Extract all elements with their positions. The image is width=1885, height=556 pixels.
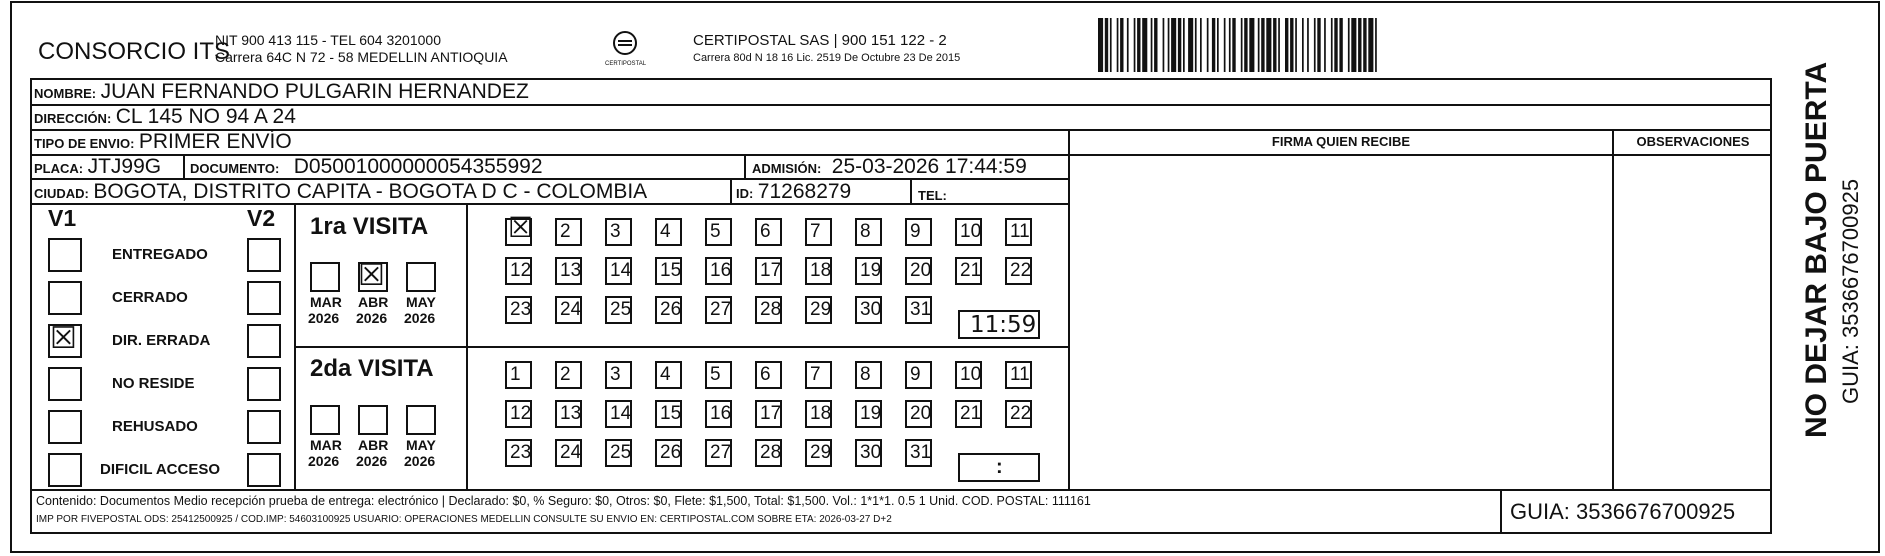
barcode-bar bbox=[1217, 18, 1219, 72]
barcode-bar bbox=[1307, 18, 1309, 72]
day-box[interactable]: 30 bbox=[855, 296, 882, 324]
certipostal-logo bbox=[605, 30, 645, 68]
day-box[interactable]: 12 bbox=[505, 257, 532, 285]
barcode-bar bbox=[1290, 18, 1293, 72]
tipo-label: TIPO DE ENVIO: bbox=[34, 136, 135, 151]
barcode-bar bbox=[1266, 18, 1271, 72]
day-box[interactable]: 28 bbox=[755, 296, 782, 324]
barcode-bar bbox=[1224, 18, 1226, 72]
v1-checkbox[interactable] bbox=[48, 453, 82, 487]
firma-header: FIRMA QUIEN RECIBE bbox=[1271, 134, 1411, 149]
v2-checkbox[interactable] bbox=[247, 453, 281, 487]
status-label: DIFICIL ACCESO bbox=[100, 461, 221, 478]
tipo-value: PRIMER ENVÍO bbox=[138, 130, 292, 153]
month-checkbox[interactable] bbox=[358, 405, 388, 435]
day-box[interactable]: 14 bbox=[605, 257, 632, 285]
day-box[interactable]: 29 bbox=[805, 296, 832, 324]
day-box[interactable]: 4 bbox=[655, 361, 682, 389]
barcode-bar bbox=[1295, 18, 1297, 72]
nombre-label: NOMBRE: bbox=[34, 86, 97, 101]
barcode-bar bbox=[1229, 18, 1231, 72]
tipo-field bbox=[34, 130, 292, 154]
status-label: CERRADO bbox=[112, 289, 188, 306]
visit2-time: : bbox=[996, 456, 1003, 478]
barcode-bar bbox=[1339, 18, 1342, 72]
barcode-bar bbox=[1278, 18, 1280, 72]
barcode-bar bbox=[1200, 18, 1202, 72]
id-value: 71268279 bbox=[757, 180, 852, 203]
barcode-bar bbox=[1285, 18, 1288, 72]
ciudad-value: BOGOTA, DISTRITO CAPITA - BOGOTA D C - COLOMBIA bbox=[93, 180, 648, 203]
month-checkbox[interactable] bbox=[406, 262, 436, 292]
day-box[interactable]: 20 bbox=[905, 257, 932, 285]
status-label: DIR. ERRADA bbox=[112, 332, 211, 349]
v2-checkbox[interactable] bbox=[247, 410, 281, 444]
barcode-bar bbox=[1314, 18, 1316, 72]
day-box[interactable]: 8 bbox=[855, 361, 882, 389]
id-divider bbox=[730, 178, 732, 203]
day-box[interactable]: 15 bbox=[655, 257, 682, 285]
company-line2: Carrera 64C N 72 - 58 MEDELLIN ANTIOQUIA bbox=[215, 49, 508, 65]
nombre-value: JUAN FERNANDO PULGARIN HERNANDEZ bbox=[100, 80, 529, 103]
check-mark-icon: ☒ bbox=[358, 259, 385, 292]
footer-guia: GUIA: 3536676700925 bbox=[1510, 499, 1736, 524]
day-box[interactable]: 4 bbox=[655, 218, 682, 246]
barcode-bar bbox=[1134, 18, 1136, 72]
day-box[interactable]: 5 bbox=[705, 218, 732, 246]
day-box[interactable]: 22 bbox=[1005, 257, 1032, 285]
day-box[interactable]: 31 bbox=[905, 439, 932, 467]
logo-icon bbox=[605, 30, 645, 56]
placa-label: PLACA: bbox=[34, 161, 84, 176]
admision-divider bbox=[744, 154, 746, 179]
barcode-bar bbox=[1120, 18, 1123, 72]
day-box[interactable]: 1 bbox=[505, 361, 532, 389]
id-label: ID: bbox=[736, 186, 754, 201]
day-box[interactable]: 27 bbox=[705, 296, 732, 324]
barcode bbox=[1098, 18, 1610, 72]
month-checkbox[interactable] bbox=[310, 405, 340, 435]
logo-caption: CERTIPOSTAL bbox=[605, 61, 647, 67]
day-box[interactable]: 21 bbox=[955, 257, 982, 285]
day-box[interactable]: 24 bbox=[555, 439, 582, 467]
obs-column-left bbox=[1612, 129, 1614, 489]
day-box[interactable]: 24 bbox=[555, 296, 582, 324]
ciudad-field bbox=[34, 180, 647, 204]
outer-border-left bbox=[10, 1, 12, 553]
firma-column-left bbox=[1068, 129, 1070, 489]
day-box[interactable]: 13 bbox=[555, 400, 582, 428]
barcode-bar bbox=[1163, 18, 1165, 72]
barcode-bar bbox=[1241, 18, 1243, 72]
barcode-bar bbox=[1375, 18, 1377, 72]
check-mark-icon: ☒ bbox=[508, 212, 534, 243]
id-field bbox=[736, 180, 851, 204]
barcode-bar bbox=[1168, 18, 1170, 72]
barcode-bar bbox=[1302, 18, 1304, 72]
day-box[interactable]: 9 bbox=[905, 361, 932, 389]
outer-border-top bbox=[10, 1, 1880, 3]
v1-checkbox[interactable] bbox=[48, 281, 82, 315]
day-box[interactable]: 7 bbox=[805, 218, 832, 246]
tel-label: TEL: bbox=[918, 188, 947, 203]
day-box[interactable]: 19 bbox=[855, 400, 882, 428]
day-box[interactable]: 18 bbox=[805, 400, 832, 428]
status-label: ENTREGADO bbox=[112, 246, 208, 263]
footer-divider bbox=[30, 489, 1772, 491]
day-box[interactable]: 17 bbox=[755, 400, 782, 428]
visit2-time-box[interactable] bbox=[958, 453, 1040, 482]
barcode-bar bbox=[1137, 18, 1140, 72]
barcode-bar bbox=[1178, 18, 1181, 72]
v2-checkbox[interactable] bbox=[247, 238, 281, 272]
direccion-field bbox=[34, 105, 296, 129]
day-box[interactable]: 12 bbox=[505, 400, 532, 428]
side-warning: NO DEJAR BAJO PUERTA bbox=[1800, 61, 1833, 438]
barcode-bar bbox=[1110, 18, 1112, 72]
month-label: ABR bbox=[358, 294, 389, 310]
documento-label: DOCUMENTO: bbox=[190, 161, 280, 176]
nombre-field bbox=[34, 80, 529, 104]
barcode-bar bbox=[1195, 18, 1197, 72]
visit1-time-box[interactable] bbox=[958, 310, 1040, 339]
admision-label: ADMISIÓN: bbox=[752, 161, 822, 176]
barcode-bar bbox=[1363, 18, 1366, 72]
year-label: 2026 bbox=[308, 453, 340, 469]
day-box[interactable]: 17 bbox=[755, 257, 782, 285]
month-label: MAR bbox=[310, 294, 342, 310]
status-label: REHUSADO bbox=[112, 418, 198, 435]
visit1-time: 11:59 bbox=[970, 312, 1037, 338]
day-box[interactable]: 26 bbox=[655, 296, 682, 324]
documento-value: D05001000000054355992 bbox=[293, 155, 543, 178]
barcode-bar bbox=[1368, 18, 1373, 72]
v1-checkbox[interactable] bbox=[48, 410, 82, 444]
v2-checkbox[interactable] bbox=[247, 281, 281, 315]
barcode-bar bbox=[1151, 18, 1153, 72]
day-box[interactable]: 23 bbox=[505, 296, 532, 324]
day-box[interactable]: 2 bbox=[555, 361, 582, 389]
barcode-bar bbox=[1317, 18, 1320, 72]
barcode-bar bbox=[1207, 18, 1209, 72]
day-box[interactable]: 18 bbox=[805, 257, 832, 285]
v1-checkbox[interactable] bbox=[48, 238, 82, 272]
check-mark-icon: ☒ bbox=[50, 322, 77, 355]
visit2-title: 2da VISITA bbox=[310, 355, 434, 382]
day-box[interactable]: 11 bbox=[1005, 218, 1032, 246]
footer-guia-divider bbox=[1500, 489, 1502, 534]
carrier-line1: CERTIPOSTAL SAS | 900 151 122 - 2 bbox=[693, 32, 947, 49]
day-box[interactable]: 28 bbox=[755, 439, 782, 467]
barcode-bar bbox=[1358, 18, 1361, 72]
barcode-bar bbox=[1188, 18, 1193, 72]
direccion-label: DIRECCIÓN: bbox=[34, 111, 112, 126]
day-box[interactable]: 26 bbox=[655, 439, 682, 467]
year-label: 2026 bbox=[308, 310, 340, 326]
barcode-bar bbox=[1261, 18, 1264, 72]
v2-header: V2 bbox=[247, 205, 276, 231]
day-box[interactable]: 23 bbox=[505, 439, 532, 467]
placa-divider bbox=[183, 154, 185, 179]
barcode-bar bbox=[1249, 18, 1254, 72]
day-box[interactable]: 8 bbox=[855, 218, 882, 246]
month-label: MAY bbox=[406, 294, 436, 310]
documento-field bbox=[190, 155, 543, 179]
row-line-3b bbox=[1070, 154, 1772, 156]
side-guia: GUIA: 3536676700925 bbox=[1838, 178, 1863, 404]
v1-checkbox[interactable] bbox=[48, 367, 82, 401]
day-box[interactable]: 15 bbox=[655, 400, 682, 428]
day-box[interactable]: 25 bbox=[605, 439, 632, 467]
year-label: 2026 bbox=[404, 453, 436, 469]
day-box[interactable]: 30 bbox=[855, 439, 882, 467]
ciudad-label: CIUDAD: bbox=[34, 186, 89, 201]
barcode-bar bbox=[1183, 18, 1185, 72]
day-box[interactable]: 5 bbox=[705, 361, 732, 389]
day-box[interactable]: 2 bbox=[555, 218, 582, 246]
day-box[interactable]: 16 bbox=[705, 400, 732, 428]
barcode-bar bbox=[1351, 18, 1356, 72]
v1-checkbox[interactable] bbox=[48, 324, 82, 358]
barcode-bar bbox=[1105, 18, 1108, 72]
barcode-bar bbox=[1171, 18, 1176, 72]
barcode-bar bbox=[1324, 18, 1326, 72]
day-box[interactable]: 13 bbox=[555, 257, 582, 285]
barcode-bar bbox=[1334, 18, 1337, 72]
month-label: MAR bbox=[310, 437, 342, 453]
day-box[interactable]: 11 bbox=[1005, 361, 1032, 389]
day-box[interactable]: 10 bbox=[955, 218, 982, 246]
company-line1: NIT 900 413 115 - TEL 604 3201000 bbox=[215, 32, 441, 48]
admision-value: 25-03-2026 17:44:59 bbox=[831, 155, 1027, 178]
barcode-bar bbox=[1348, 18, 1350, 72]
year-label: 2026 bbox=[356, 310, 388, 326]
barcode-bar bbox=[1244, 18, 1247, 72]
day-box[interactable]: 25 bbox=[605, 296, 632, 324]
day-box[interactable]: 29 bbox=[805, 439, 832, 467]
outer-border-right bbox=[1878, 1, 1880, 553]
year-label: 2026 bbox=[356, 453, 388, 469]
v2-checkbox[interactable] bbox=[247, 324, 281, 358]
day-box[interactable]: 6 bbox=[755, 361, 782, 389]
barcode-bar bbox=[1117, 18, 1119, 72]
barcode-bar bbox=[1098, 18, 1103, 72]
barcode-bar bbox=[1232, 18, 1235, 72]
year-label: 2026 bbox=[404, 310, 436, 326]
barcode-bar bbox=[1154, 18, 1157, 72]
day-box[interactable]: 7 bbox=[805, 361, 832, 389]
barcode-bar bbox=[1331, 18, 1333, 72]
day-box[interactable]: 16 bbox=[705, 257, 732, 285]
day-box[interactable]: 14 bbox=[605, 400, 632, 428]
day-box[interactable]: 20 bbox=[905, 400, 932, 428]
admision-field bbox=[752, 155, 1027, 179]
day-box[interactable]: 27 bbox=[705, 439, 732, 467]
barcode-bar bbox=[1273, 18, 1276, 72]
day-box[interactable]: 6 bbox=[755, 218, 782, 246]
month-checkbox[interactable] bbox=[310, 262, 340, 292]
footer-line1: Contenido: Documentos Medio recepción prueba de entrega: electrónico | Declarado: $0, % Seguro: $0, Otros: $0, Flete: $1,500, Total: $1,500. Vol.: 1*1*1. 0.5 1 Unid. COD. POSTAL: 111161 bbox=[36, 494, 1091, 508]
visit-divider bbox=[294, 346, 1070, 348]
observaciones-header: OBSERVACIONES bbox=[1636, 134, 1750, 149]
v1-header: V1 bbox=[48, 205, 77, 231]
month-checkbox[interactable] bbox=[358, 259, 388, 292]
barcode-bar bbox=[1127, 18, 1129, 72]
direccion-value: CL 145 NO 94 A 24 bbox=[115, 105, 296, 128]
day-box[interactable]: 19 bbox=[855, 257, 882, 285]
tel-field bbox=[918, 182, 947, 206]
day-box[interactable]: 3 bbox=[605, 361, 632, 389]
day-box[interactable]: 21 bbox=[955, 400, 982, 428]
month-checkbox[interactable] bbox=[406, 405, 436, 435]
v2-checkbox[interactable] bbox=[247, 367, 281, 401]
tel-divider bbox=[910, 178, 912, 203]
footer-line2: IMP POR FIVEPOSTAL ODS: 25412500925 / COD.IMP: 54603100925 USUARIO: OPERACIONES MEDELLIN CONSULTE SU ENVIO EN: CERTIPOSTAL.COM SOBRE ETA: 2026-03-27 D+2 bbox=[36, 514, 892, 525]
day-box[interactable]: 3 bbox=[605, 218, 632, 246]
month-label: MAY bbox=[406, 437, 436, 453]
day-box[interactable]: 10 bbox=[955, 361, 982, 389]
placa-field bbox=[34, 155, 161, 179]
placa-value: JTJ99G bbox=[87, 155, 162, 178]
company-name: CONSORCIO ITS bbox=[38, 38, 231, 65]
carrier-line2: Carrera 80d N 18 16 Lic. 2519 De Octubre 23 De 2015 bbox=[693, 52, 961, 64]
status-label: NO RESIDE bbox=[112, 375, 195, 392]
barcode-bar bbox=[1142, 18, 1147, 72]
day-box[interactable]: 31 bbox=[905, 296, 932, 324]
barcode-bar bbox=[1258, 18, 1260, 72]
day-box[interactable]: 22 bbox=[1005, 400, 1032, 428]
visit1-title: 1ra VISITA bbox=[310, 213, 429, 240]
barcode-bar bbox=[1212, 18, 1215, 72]
day-box[interactable]: 9 bbox=[905, 218, 932, 246]
day-box[interactable] bbox=[505, 212, 534, 246]
outer-border-bottom bbox=[10, 551, 1880, 553]
month-label: ABR bbox=[358, 437, 389, 453]
